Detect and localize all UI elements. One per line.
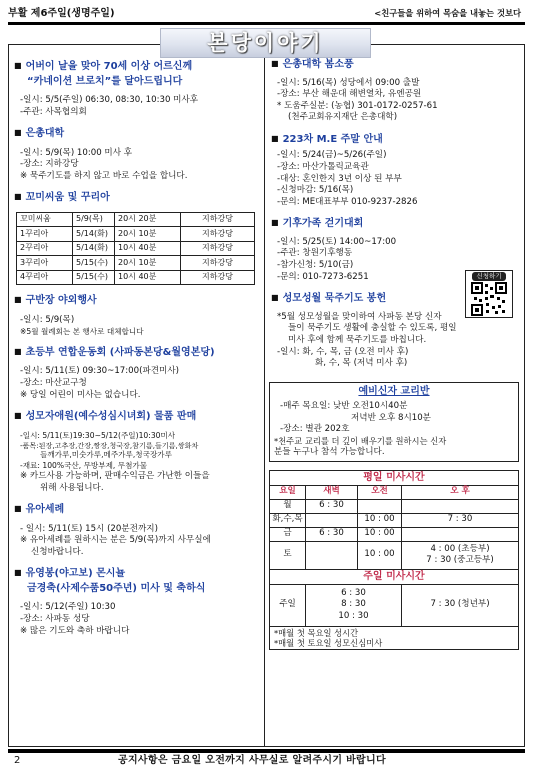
meeting-table xyxy=(16,212,255,286)
page-header xyxy=(8,7,525,21)
notice-line: 신청바랍니다. xyxy=(31,546,84,557)
notice-line: -품목:된장,고추장,간장,짱장,청국장,참기름,들기름,쌍화차 xyxy=(20,440,199,450)
notice-sports-day xyxy=(14,346,260,401)
notice-title-2: 금경축(사제수품50주년) 미사 및 축하식 xyxy=(27,582,206,594)
square-bullet-icon: ■ xyxy=(14,295,22,305)
table-row: 금 6 : 30 10 : 00 xyxy=(270,527,519,541)
notice-title: 은총대학 봄소풍 xyxy=(282,59,354,70)
square-bullet-icon: ■ xyxy=(14,61,22,70)
table-row: 2꾸리아 5/14(화) 10시 40분 지하강당 xyxy=(17,241,255,256)
page-footer xyxy=(8,754,525,768)
square-bullet-icon: ■ xyxy=(271,133,279,143)
notice-title: 유영봉(야고보) 몬시뇰 xyxy=(25,568,126,580)
notice-line: 위해 사용됩니다. xyxy=(40,482,104,493)
notice-line: -재료: 100%국산, 무방부제, 무첨가물 xyxy=(20,460,148,470)
right-column xyxy=(271,58,519,650)
notice-line: -일시: 화, 수, 목, 금 (오전 미사 후) xyxy=(277,346,409,357)
catechumen-title: 예비신자 교리반 xyxy=(358,385,430,397)
bulletin-title: 부활 제6주일(생명주일) xyxy=(8,8,115,19)
catechumen-line: *천주교 교리를 더 깊이 배우기를 원하시는 신자 xyxy=(274,435,447,446)
notice-title: 구반장 야외행사 xyxy=(25,295,97,307)
notice-line: *5월 성모성월을 맞이하여 사파동 본당 신자 xyxy=(277,311,442,322)
notice-line: -대상: 혼인한지 3년 이상 된 부부 xyxy=(277,173,402,184)
table-row: 3꾸리아 5/15(수) 20시 10분 지하강당 xyxy=(17,256,255,271)
notice-line: ※ 유아세례를 원하시는 분은 5/9(목)까지 사무실에 xyxy=(20,535,211,546)
notice-line: -신청마감: 5/16(목) xyxy=(277,185,354,196)
notice-infant-baptism xyxy=(14,503,260,558)
notice-title: 어버이 날을 맞아 70세 이상 어르신께 xyxy=(25,61,193,72)
square-bullet-icon: ■ xyxy=(14,346,22,356)
notice-line: -일시: 5/11(토) 09:30~17:00(파견미사) xyxy=(20,366,180,377)
notice-line: ※ 묵주기도를 하지 않고 바로 수업을 합니다. xyxy=(20,170,188,181)
catechumen-line: -매주 목요일: 낮반 오전10시40분 xyxy=(280,401,408,412)
notice-line: -일시: 5/5(주일) 06:30, 08:30, 10:30 미사후 xyxy=(20,95,199,105)
weekday-mass-title: 평일 미사시간 xyxy=(270,470,519,485)
square-bullet-icon: ■ xyxy=(14,504,22,514)
section-banner: 본당이야기 xyxy=(160,28,371,58)
sunday-mass-title: 주일 미사시간 xyxy=(270,569,519,584)
notice-title: 초등부 연합운동회 (사파동본당&월영본당) xyxy=(25,346,215,358)
notice-title: 꼬미씨움 및 꾸리아 xyxy=(25,192,110,204)
notice-line: -일시: 5/25(토) 14:00~17:00 xyxy=(277,236,397,247)
notice-line: -일시: 5/12(주일) 10:30 xyxy=(20,602,116,613)
notice-line: -장소: 지하강당 xyxy=(20,159,79,170)
notice-comitium xyxy=(14,191,260,285)
table-row: 4꾸리아 5/15(수) 10시 40분 지하강당 xyxy=(17,270,255,285)
notice-line: -문의: ME대표부부 010-9237-2826 xyxy=(277,196,418,207)
square-bullet-icon: ■ xyxy=(271,293,279,303)
notice-line: -주관: 사목협의회 xyxy=(20,106,87,117)
motto-text: <친구들을 위하여 목숨을 내놓는 것보다 xyxy=(374,8,521,18)
notice-title: 은총대학 xyxy=(25,128,65,140)
table-row: 토 10 : 00 4 : 00 (초등부) 7 : 30 (중고등부) xyxy=(270,541,519,569)
notice-line: -장소: 부산 해운대 해변열차, 유엔공원 xyxy=(277,89,422,100)
notice-line: ※ 많은 기도와 축하 바랍니다 xyxy=(20,625,130,636)
notice-title: 223차 M.E 주말 안내 xyxy=(282,133,383,145)
notice-grace-college xyxy=(14,127,260,182)
notice-outing xyxy=(14,294,260,336)
qr-label: 신청하기 xyxy=(472,272,506,281)
catechumen-line: 분들 누구나 참석 가능합니다. xyxy=(274,447,385,458)
notice-line: -주관: 창원기후행동 xyxy=(277,248,353,259)
notice-line: * 도움주실분: (농협) 301-0172-0257-61 xyxy=(277,100,438,111)
notice-monsignor-jubilee xyxy=(14,567,260,637)
notice-line: (천주교회유지재단 은총대학) xyxy=(288,112,398,123)
footer-rule xyxy=(8,749,525,753)
notice-line: -일시: 5/16(목) 성당에서 09:00 출발 xyxy=(277,77,420,88)
qr-code-icon xyxy=(471,282,507,316)
notice-title: 기후가족 걷기대회 xyxy=(282,218,364,230)
table-row: 월 6 : 30 xyxy=(270,499,519,513)
notice-line: -장소: 사파동 성당 xyxy=(20,613,90,624)
mass-note: *매월 첫 토요일 성모신심미사 xyxy=(274,638,383,649)
notice-line: -일시: 5/24(금)~5/26(주일) xyxy=(277,150,387,161)
square-bullet-icon: ■ xyxy=(14,192,22,202)
column-divider xyxy=(264,58,265,747)
notice-line: 들이 묵주기도 생활에 충실할 수 있도록, 평일 xyxy=(288,323,457,334)
header-rule xyxy=(8,22,525,25)
notice-goods-sale xyxy=(14,410,260,494)
table-header-row: 요일 새벽 오전 오 후 xyxy=(270,485,519,499)
page-number: 2 xyxy=(14,755,21,766)
notice-me-weekend xyxy=(271,133,519,208)
notice-spring-picnic xyxy=(271,58,519,124)
square-bullet-icon: ■ xyxy=(14,568,22,578)
mass-schedule-table xyxy=(269,470,519,651)
left-column xyxy=(14,60,260,646)
catechumen-line: 저녁반 오후 8시10분 xyxy=(351,412,431,423)
signup-qr-code[interactable] xyxy=(465,270,513,318)
table-row: 꼬미씨움 5/9(목) 20시 20분 지하강당 xyxy=(17,212,255,227)
square-bullet-icon: ■ xyxy=(271,59,279,68)
notice-title: 성모성월 묵주기도 봉헌 xyxy=(282,293,387,305)
catechumen-line: -장소: 별관 202호 xyxy=(280,424,350,435)
notice-line: ※ 당일 어린이 미사는 없습니다. xyxy=(20,389,141,400)
notice-line: ※5월 월례회는 본 행사로 대체합니다 xyxy=(20,326,144,336)
notice-line: ※ 카드사용 가능하며, 판매수익금은 가난한 이들을 xyxy=(20,470,210,481)
notice-title: 성모자애원(예수성심시녀회) 물품 판매 xyxy=(25,411,197,423)
table-row: 화,수,목 10 : 00 7 : 30 xyxy=(270,513,519,527)
notice-line: -일시: 5/11(토)19:30~5/12(주일)10:30미사 xyxy=(20,430,176,440)
notice-line: -장소: 마산교구청 xyxy=(20,377,87,388)
square-bullet-icon: ■ xyxy=(14,128,22,138)
notice-line: -문의: 010-7273-6251 xyxy=(277,271,369,282)
table-row: 주일 6 : 30 8 : 30 10 : 30 7 : 30 (청년부) xyxy=(270,584,519,626)
square-bullet-icon: ■ xyxy=(271,218,279,228)
mass-note: *매월 첫 목요일 성시간 xyxy=(274,627,359,638)
notice-line: 들깨가루,미숫가루,메주가루,청국장가루 xyxy=(40,450,172,460)
notice-line: 화, 수, 목 (저녁 미사 후) xyxy=(315,358,408,369)
footer-notice: 공지사항은 금요일 오전까지 사무실로 알려주시기 바랍니다 xyxy=(118,755,386,766)
notice-line: 미사 후에 함께 묵주기도를 바칩니다. xyxy=(288,334,427,345)
notice-title: 유아세례 xyxy=(25,504,65,516)
catechumen-box xyxy=(269,382,519,462)
notice-line: -일시: 5/9(목) xyxy=(20,314,75,325)
square-bullet-icon: ■ xyxy=(14,411,22,421)
notice-line: -참가신청: 5/10(금) xyxy=(277,260,354,271)
notice-line: - 일시: 5/11(토) 15시 (20분전까지) xyxy=(20,523,158,534)
notice-line: -일시: 5/9(목) 10:00 미사 후 xyxy=(20,147,133,158)
notice-title-2: “카네이션 브로치”를 달아드립니다 xyxy=(27,75,183,87)
table-row: 1꾸리아 5/14(화) 20시 10분 지하강당 xyxy=(17,227,255,242)
notice-line: -장소: 마산가톨릭교육관 xyxy=(277,161,369,172)
notice-parents-day xyxy=(14,60,260,118)
